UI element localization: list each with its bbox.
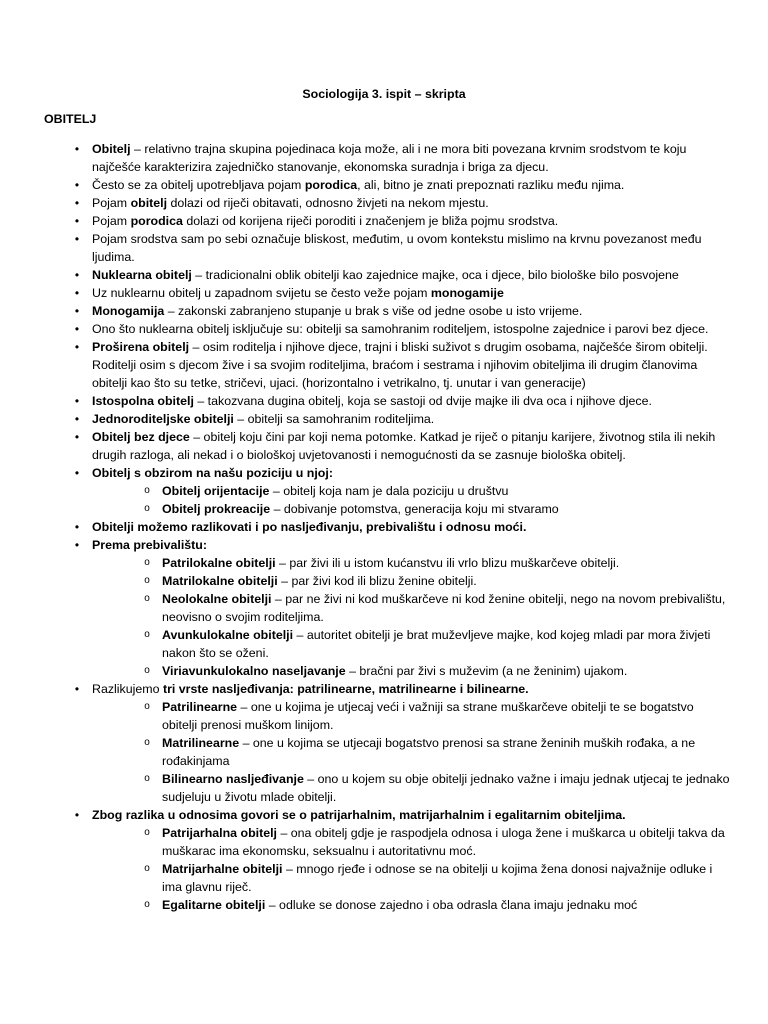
bullet-icon: • (74, 394, 80, 408)
list-item (70, 338, 730, 392)
bold-term: Zbog razlika u odnosima govori se o patrijarhalnim, matrijarhalnim i egalitarnim obiteljima. (92, 808, 626, 822)
text-run: – autoritet obitelji je brat muževljeve majke, kod kojeg mladi par mora živjeti nakon što se oženi. (162, 628, 711, 660)
sub-list (92, 698, 730, 806)
bullet-icon: • (74, 304, 80, 318)
text-run: Pojam (92, 214, 131, 228)
item-text (92, 808, 626, 822)
bold-term: Jednoroditeljske obitelji (92, 412, 234, 426)
item-text (162, 628, 710, 660)
text-run: – relativno trajna skupina pojedinaca koja može, ali i ne mora biti povezana krvnim srodstvom te koju najčešće karakterizira zajedničko stanovanje, ekonomska suradnja i briga za djecu. (92, 142, 687, 174)
item-text (92, 142, 686, 174)
bold-term: Istospolna obitelj (92, 394, 194, 408)
item-text (92, 304, 582, 318)
bold-term: Obitelj bez djece (92, 430, 190, 444)
text-run: Uz nuklearnu obitelj u zapadnom svijetu se često veže pojam (92, 286, 431, 300)
sub-list (92, 554, 730, 680)
text-run: Ono što nuklearna obitelj isključuje su: obitelji sa samohranim roditeljem, istospolne zajednice i parovi bez djece. (92, 322, 709, 336)
item-text (92, 322, 708, 336)
text-run: Pojam srodstva sam po sebi označuje bliskost, međutim, u ovom kontekstu mislimo na krvnu povezanost među ljudima. (92, 232, 702, 264)
sub-list-item (140, 824, 730, 860)
sub-list-item (140, 662, 730, 680)
item-text (92, 430, 715, 462)
item-text (92, 394, 652, 408)
list-item (70, 212, 730, 230)
text-run: Pojam (92, 196, 131, 210)
bold-term: Bilinearno nasljeđivanje (162, 772, 304, 786)
item-text (162, 556, 619, 570)
bold-term: Monogamija (92, 304, 165, 318)
text-run: – one u kojima je utjecaj veći i važniji sa strane muškarčeve obitelji te se bogatstvo obitelji prenosi muškom linijom. (162, 700, 694, 732)
item-text (92, 682, 529, 696)
bullet-icon: • (74, 808, 80, 822)
list-item (70, 320, 730, 338)
list-item (70, 536, 730, 680)
text-run: – zakonski zabranjeno stupanje u brak s više od jedne osobe u isto vrijeme. (164, 304, 583, 318)
hollow-bullet-icon: o (144, 593, 150, 604)
bullet-icon: • (74, 538, 80, 552)
hollow-bullet-icon: o (144, 899, 150, 910)
item-text (92, 286, 504, 300)
sub-list-item (140, 860, 730, 896)
list-item (70, 230, 730, 266)
hollow-bullet-icon: o (144, 485, 150, 496)
hollow-bullet-icon: o (144, 629, 150, 640)
list-item (70, 518, 730, 536)
item-text (92, 538, 207, 552)
bold-term: Nuklearna obitelj (92, 268, 192, 282)
bullet-icon: • (74, 340, 80, 354)
text-run: – osim roditelja i njihove djece, trajni i bliski suživot s drugim osobama, najčešće širom obitelji. Roditelji osim s djecom žive i sa svojim roditeljima, braćom i sestrama i njihovim obiteljima ili drugim članovima obitelji kao što su tetke, stričevi, ujaci. (horizontalno i vetrikalno, tj. unutar i van generacije) (92, 340, 708, 390)
bullet-icon: • (74, 412, 80, 426)
bold-term: Neolokalne obitelji (162, 592, 272, 606)
bullet-icon: • (74, 286, 80, 300)
bullet-icon: • (74, 142, 80, 156)
item-text (92, 196, 489, 210)
bold-term: Obitelj prokreacije (162, 502, 271, 516)
bold-term: Obitelj (92, 142, 131, 156)
bold-term: obitelj (130, 196, 168, 210)
list-item (70, 140, 730, 176)
sub-list-item (140, 500, 730, 518)
bold-term: Matrilinearne (162, 736, 240, 750)
item-text (162, 700, 694, 732)
bold-term: Obitelj s obzirom na našu poziciju u njoj: (92, 466, 333, 480)
text-run: – ono u kojem su obje obitelji jednako važne i imaju jednak utjecaj te jednako sudjeluju u životu mlade obitelji. (162, 772, 730, 804)
bullet-icon: • (74, 268, 80, 282)
bullet-icon: • (74, 520, 80, 534)
bold-term: tri vrste nasljeđivanja: patrilinearne, matrilinearne i bilinearne. (162, 682, 529, 696)
text-run: – mnogo rjeđe i odnose se na obitelji u kojima žena donosi najvažnije odluke i ima glavnu riječ. (162, 862, 713, 894)
bold-term: Avunkulokalne obitelji (162, 628, 294, 642)
sub-list-item (140, 482, 730, 500)
bullet-icon: • (74, 430, 80, 444)
bold-term: Proširena obitelj (92, 340, 190, 354)
list-item (70, 284, 730, 302)
hollow-bullet-icon: o (144, 773, 150, 784)
sub-list-item (140, 896, 730, 914)
bold-term: Matrijarhalne obitelji (162, 862, 283, 876)
bold-term: Matrilokalne obitelji (162, 574, 278, 588)
list-item (70, 410, 730, 428)
bold-term: porodica (130, 214, 183, 228)
text-run: – odluke se donose zajedno i oba odrasla člana imaju jednaku moć (265, 898, 638, 912)
bold-term: Prema prebivalištu: (92, 538, 208, 552)
hollow-bullet-icon: o (144, 575, 150, 586)
list-item (70, 680, 730, 806)
item-text (92, 466, 333, 480)
item-text (92, 178, 624, 192)
text-run: – obitelji sa samohranim roditeljima. (233, 412, 435, 426)
sub-list-item (140, 626, 730, 662)
list-item (70, 806, 730, 914)
text-run: – obitelj koja nam je dala poziciju u društvu (269, 484, 509, 498)
bold-term: Patrijarhalna obitelj (162, 826, 277, 840)
sub-list-item (140, 572, 730, 590)
bullet-icon: • (74, 178, 80, 192)
section-heading: OBITELJ (44, 112, 97, 126)
bullet-icon: • (74, 196, 80, 210)
list-item (70, 176, 730, 194)
text-run: – par živi ili u istom kućanstvu ili vrlo blizu muškarčeve obitelji. (275, 556, 620, 570)
bullet-icon: • (74, 466, 80, 480)
item-text (92, 520, 526, 534)
text-run: Razlikujemo (92, 682, 163, 696)
item-text (162, 826, 725, 858)
bold-term: Patrilokalne obitelji (162, 556, 276, 570)
hollow-bullet-icon: o (144, 737, 150, 748)
text-run: – obitelj koju čini par koji nema potomke. Katkad je riječ o pitanju karijere, životnog stila ili nekih drugih razloga, ali nekad i o biološkoj uvjetovanosti i nemogućnosti da se zasnuje biološka obitelj. (92, 430, 716, 462)
bold-term: Patrilinearne (162, 700, 238, 714)
sub-list (92, 482, 730, 518)
list-item (70, 302, 730, 320)
item-text (162, 592, 725, 624)
text-run: – ona obitelj gdje je raspodjela odnosa i uloga žene i muškarca u obitelji takva da muškarac ima ekonomsku, seksualnu i autoritativnu moć. (162, 826, 725, 858)
item-text (162, 484, 508, 498)
item-text (162, 502, 559, 516)
item-text (92, 412, 434, 426)
text-run: Često se za obitelj upotrebljava pojam (92, 178, 305, 192)
sub-list-item (140, 698, 730, 734)
bold-term: Egalitarne obitelji (162, 898, 266, 912)
bold-term: Obitelj orijentacije (162, 484, 270, 498)
text-run: – tradicionalni oblik obitelji kao zajednice majke, oca i djece, bilo biološke bilo posvojene (191, 268, 679, 282)
hollow-bullet-icon: o (144, 863, 150, 874)
text-run: dolazi od riječi obitavati, odnosno živjeti na nekom mjestu. (167, 196, 489, 210)
hollow-bullet-icon: o (144, 827, 150, 838)
bullet-list (70, 140, 730, 914)
text-run: – par živi kod ili blizu ženine obitelji. (277, 574, 477, 588)
item-text (162, 664, 627, 678)
item-text (92, 268, 679, 282)
sub-list-item (140, 554, 730, 572)
sub-list-item (140, 590, 730, 626)
bold-term: Obitelji možemo razlikovati i po nasljeđivanju, prebivalištu i odnosu moći. (92, 520, 527, 534)
bold-term: porodica (304, 178, 358, 192)
item-text (162, 862, 712, 894)
document-title: Sociologija 3. ispit – skripta (302, 87, 466, 101)
text-run: – takozvana dugina obitelj, koja se sastoji od dvije majke ili dva oca i njihove djece. (193, 394, 652, 408)
list-item (70, 266, 730, 284)
sub-list-item (140, 770, 730, 806)
bullet-icon: • (74, 214, 80, 228)
item-text (162, 898, 637, 912)
hollow-bullet-icon: o (144, 701, 150, 712)
list-item (70, 194, 730, 212)
hollow-bullet-icon: o (144, 503, 150, 514)
text-run: , ali, bitno je znati prepoznati razliku među njima. (357, 178, 625, 192)
list-item (70, 464, 730, 518)
bold-term: Viriavunkulokalno naseljavanje (162, 664, 346, 678)
text-run: – bračni par živi s muževim (a ne ženinim) ujakom. (345, 664, 628, 678)
bullet-icon: • (74, 682, 80, 696)
sub-list (92, 824, 730, 914)
list-item (70, 428, 730, 464)
sub-list-item (140, 734, 730, 770)
bullet-icon: • (74, 322, 80, 336)
text-run: dolazi od korijena riječi poroditi i značenjem je bliža pojmu srodstva. (182, 214, 559, 228)
hollow-bullet-icon: o (144, 665, 150, 676)
list-item (70, 392, 730, 410)
item-text (162, 736, 695, 768)
item-text (162, 574, 477, 588)
item-text (92, 232, 701, 264)
text-run: – dobivanje potomstva, generacija koju mi stvaramo (270, 502, 559, 516)
hollow-bullet-icon: o (144, 557, 150, 568)
item-text (162, 772, 730, 804)
text-run: – par ne živi ni kod muškarčeve ni kod ženine obitelji, nego na novom prebivalištu, neovisno o svojim roditeljima. (162, 592, 726, 624)
bold-term: monogamije (430, 286, 504, 300)
item-text (92, 340, 708, 390)
bullet-icon: • (74, 232, 80, 246)
text-run: – one u kojima se utjecaji bogatstvo prenosi sa strane ženinih muških rođaka, a ne rođakinjama (162, 736, 696, 768)
item-text (92, 214, 558, 228)
